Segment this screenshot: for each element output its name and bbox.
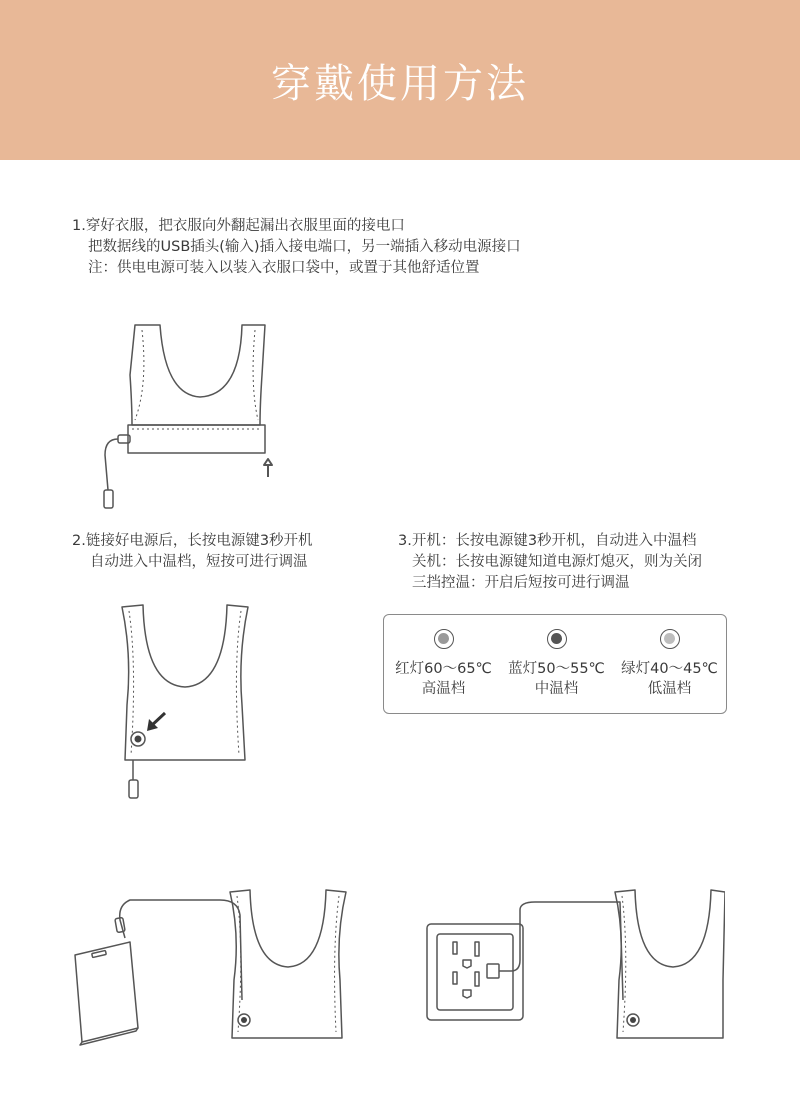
level-low [612,615,727,715]
vest-flipped-illustration [100,315,290,515]
level-temp: 蓝灯50～55℃ [508,661,605,677]
indicator-light-icon [434,629,454,649]
vest-power-illustration [105,595,265,815]
temperature-level-panel [383,614,727,714]
step3-line2: 关机：长按电源键知道电源灯熄灭，则为关闭 [412,554,702,570]
step2-line1: 2.链接好电源后，长按电源键3秒开机 [72,533,313,549]
level-name: 高温档 [421,681,466,697]
wall-outlet-connection-illustration [425,880,725,1055]
step3-line3: 三挡控温：开启后短按可进行调温 [412,575,630,591]
power-bank-connection-illustration [70,880,360,1055]
step1-line3: 注：供电电源可装入以装入衣服口袋中，或置于其他舒适位置 [88,260,480,276]
step3-line1: 3.开机：长按电源键3秒开机，自动进入中温档 [398,533,697,549]
level-medium [499,615,614,715]
indicator-light-icon [547,629,567,649]
step1-line2: 把数据线的USB插头(输入)插入接电端口，另一端插入移动电源接口 [88,239,521,255]
page-title: 穿戴使用方法 [271,61,529,107]
step1-line1: 1.穿好衣服，把衣服向外翻起漏出衣服里面的接电口 [72,218,405,234]
level-temp: 红灯60～65℃ [395,661,492,677]
indicator-light-icon [660,629,680,649]
level-name: 中温档 [534,681,579,697]
level-name: 低温档 [647,681,692,697]
level-high [386,615,501,715]
step2-line2: 自动进入中温档，短按可进行调温 [90,554,308,570]
header-banner [0,0,800,160]
level-temp: 绿灯40～45℃ [621,661,718,677]
